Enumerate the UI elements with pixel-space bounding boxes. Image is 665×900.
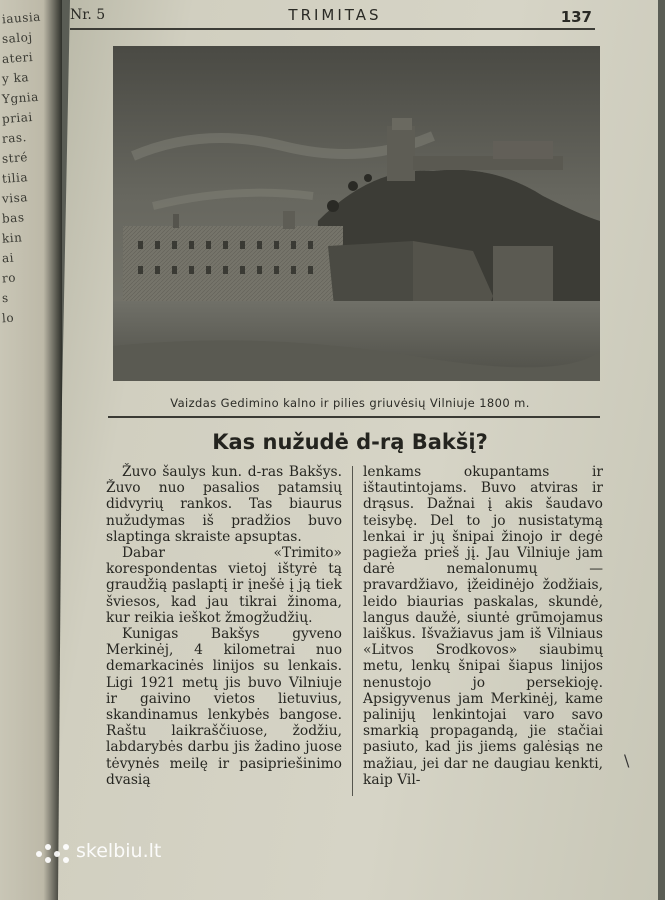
header-rule <box>70 28 595 30</box>
facing-page-fragment: lo <box>1 310 15 326</box>
facing-page-fragment: bas <box>1 210 25 226</box>
article-headline: Kas nužudė d-rą Bakšį? <box>212 430 488 454</box>
margin-mark: \ <box>624 751 630 770</box>
facing-page-fragment: s <box>1 290 10 306</box>
article-column-left <box>106 464 342 788</box>
article-column-right <box>363 464 603 788</box>
facing-page-fragment: ro <box>1 270 17 286</box>
facing-page-fragment: tilia <box>1 170 29 186</box>
paragraph: lenkams okupantams ir ištautintojams. Buvo atviras ir drąsus. Dažnai į akis šaudavo teisybę. Del to jo nusistatymą lenkai ir jų šnipai žinojo ir degė pagieža prieš jį. Jau Vilniuje jam darė nemalonumų — pravardžiavo, įžeidinėjo žodžiais, leido biaurias paskalas, skundė, langus daužė, siuntė grūmojamus laiškus. Išvažiavus jam iš Vilniaus «Litvos Srodkovos» siaubimų metu, lenkų šnipai šiapus linijos nenustojo jo persekioję. Apsigyvenus jam Merkinėj, kame palinijų lenkintojai varo savo smarkią propagandą, jie stačiai pasiuto, kad jis jiems galėsiąs ne mažiau, jei dar ne daugiau kenkti, kaip Vil- <box>363 464 603 788</box>
column-divider <box>352 466 353 796</box>
facing-page-fragment: ateri <box>1 49 34 67</box>
facing-page-fragment: iausia <box>1 9 42 27</box>
facing-page-fragment: kin <box>1 230 23 246</box>
facing-page-fragment: ras. <box>1 130 28 146</box>
facing-page-fragment: ai <box>1 250 15 266</box>
caption-rule <box>108 416 600 418</box>
paragraph: Žuvo šaulys kun. d-ras Bakšys. Žuvo nuo pasalios patamsių didvyrių rankos. Tas biaurus nužudymas iš pradžios buvo slaptinga skraiste apsuptas. <box>106 464 342 545</box>
image-caption: Vaizdas Gedimino kalno ir pilies griuvėsių Vilniuje 1800 m. <box>170 396 530 410</box>
watermark-text: skelbiu.lt <box>76 840 162 862</box>
facing-page-fragment: saloj <box>1 29 34 47</box>
watermark-dots-icon <box>36 844 70 864</box>
facing-page-fragment: visa <box>1 190 29 206</box>
facing-page-fragment: y ka <box>1 70 30 86</box>
page-number: 137 <box>560 8 592 26</box>
castle-engraving-image <box>113 46 600 381</box>
facing-page-fragment: Ygnia <box>1 89 40 107</box>
page-header <box>70 5 600 27</box>
issue-number: Nr. 5 <box>70 7 106 23</box>
magazine-title: TRIMITAS <box>288 6 382 24</box>
paragraph: Dabar «Trimito» korespondentas vietoj ištyrė tą graudžią paslaptį ir įnešė į ją tiek šviesos, kad jau tikrai žinoma, kur reikia ieškot žmogžudžių. <box>106 545 342 626</box>
facing-page-edge <box>0 0 62 900</box>
facing-page-fragment: stré <box>1 150 29 166</box>
facing-page-fragment: priai <box>1 109 34 127</box>
paragraph: Kunigas Bakšys gyveno Merkinėj, 4 kilometrai nuo demarkacinės linijos su lenkais. Ligi 1921 metų jis buvo Vilniuje ir gaivino vietos lietuvius, skandinamus lenkybės bangose. Raštu laikraščiuose, žodžiu, labdarybės darbu jis žadino juose tėvynės meilę ir pasipriešinimo dvasią <box>106 626 342 788</box>
